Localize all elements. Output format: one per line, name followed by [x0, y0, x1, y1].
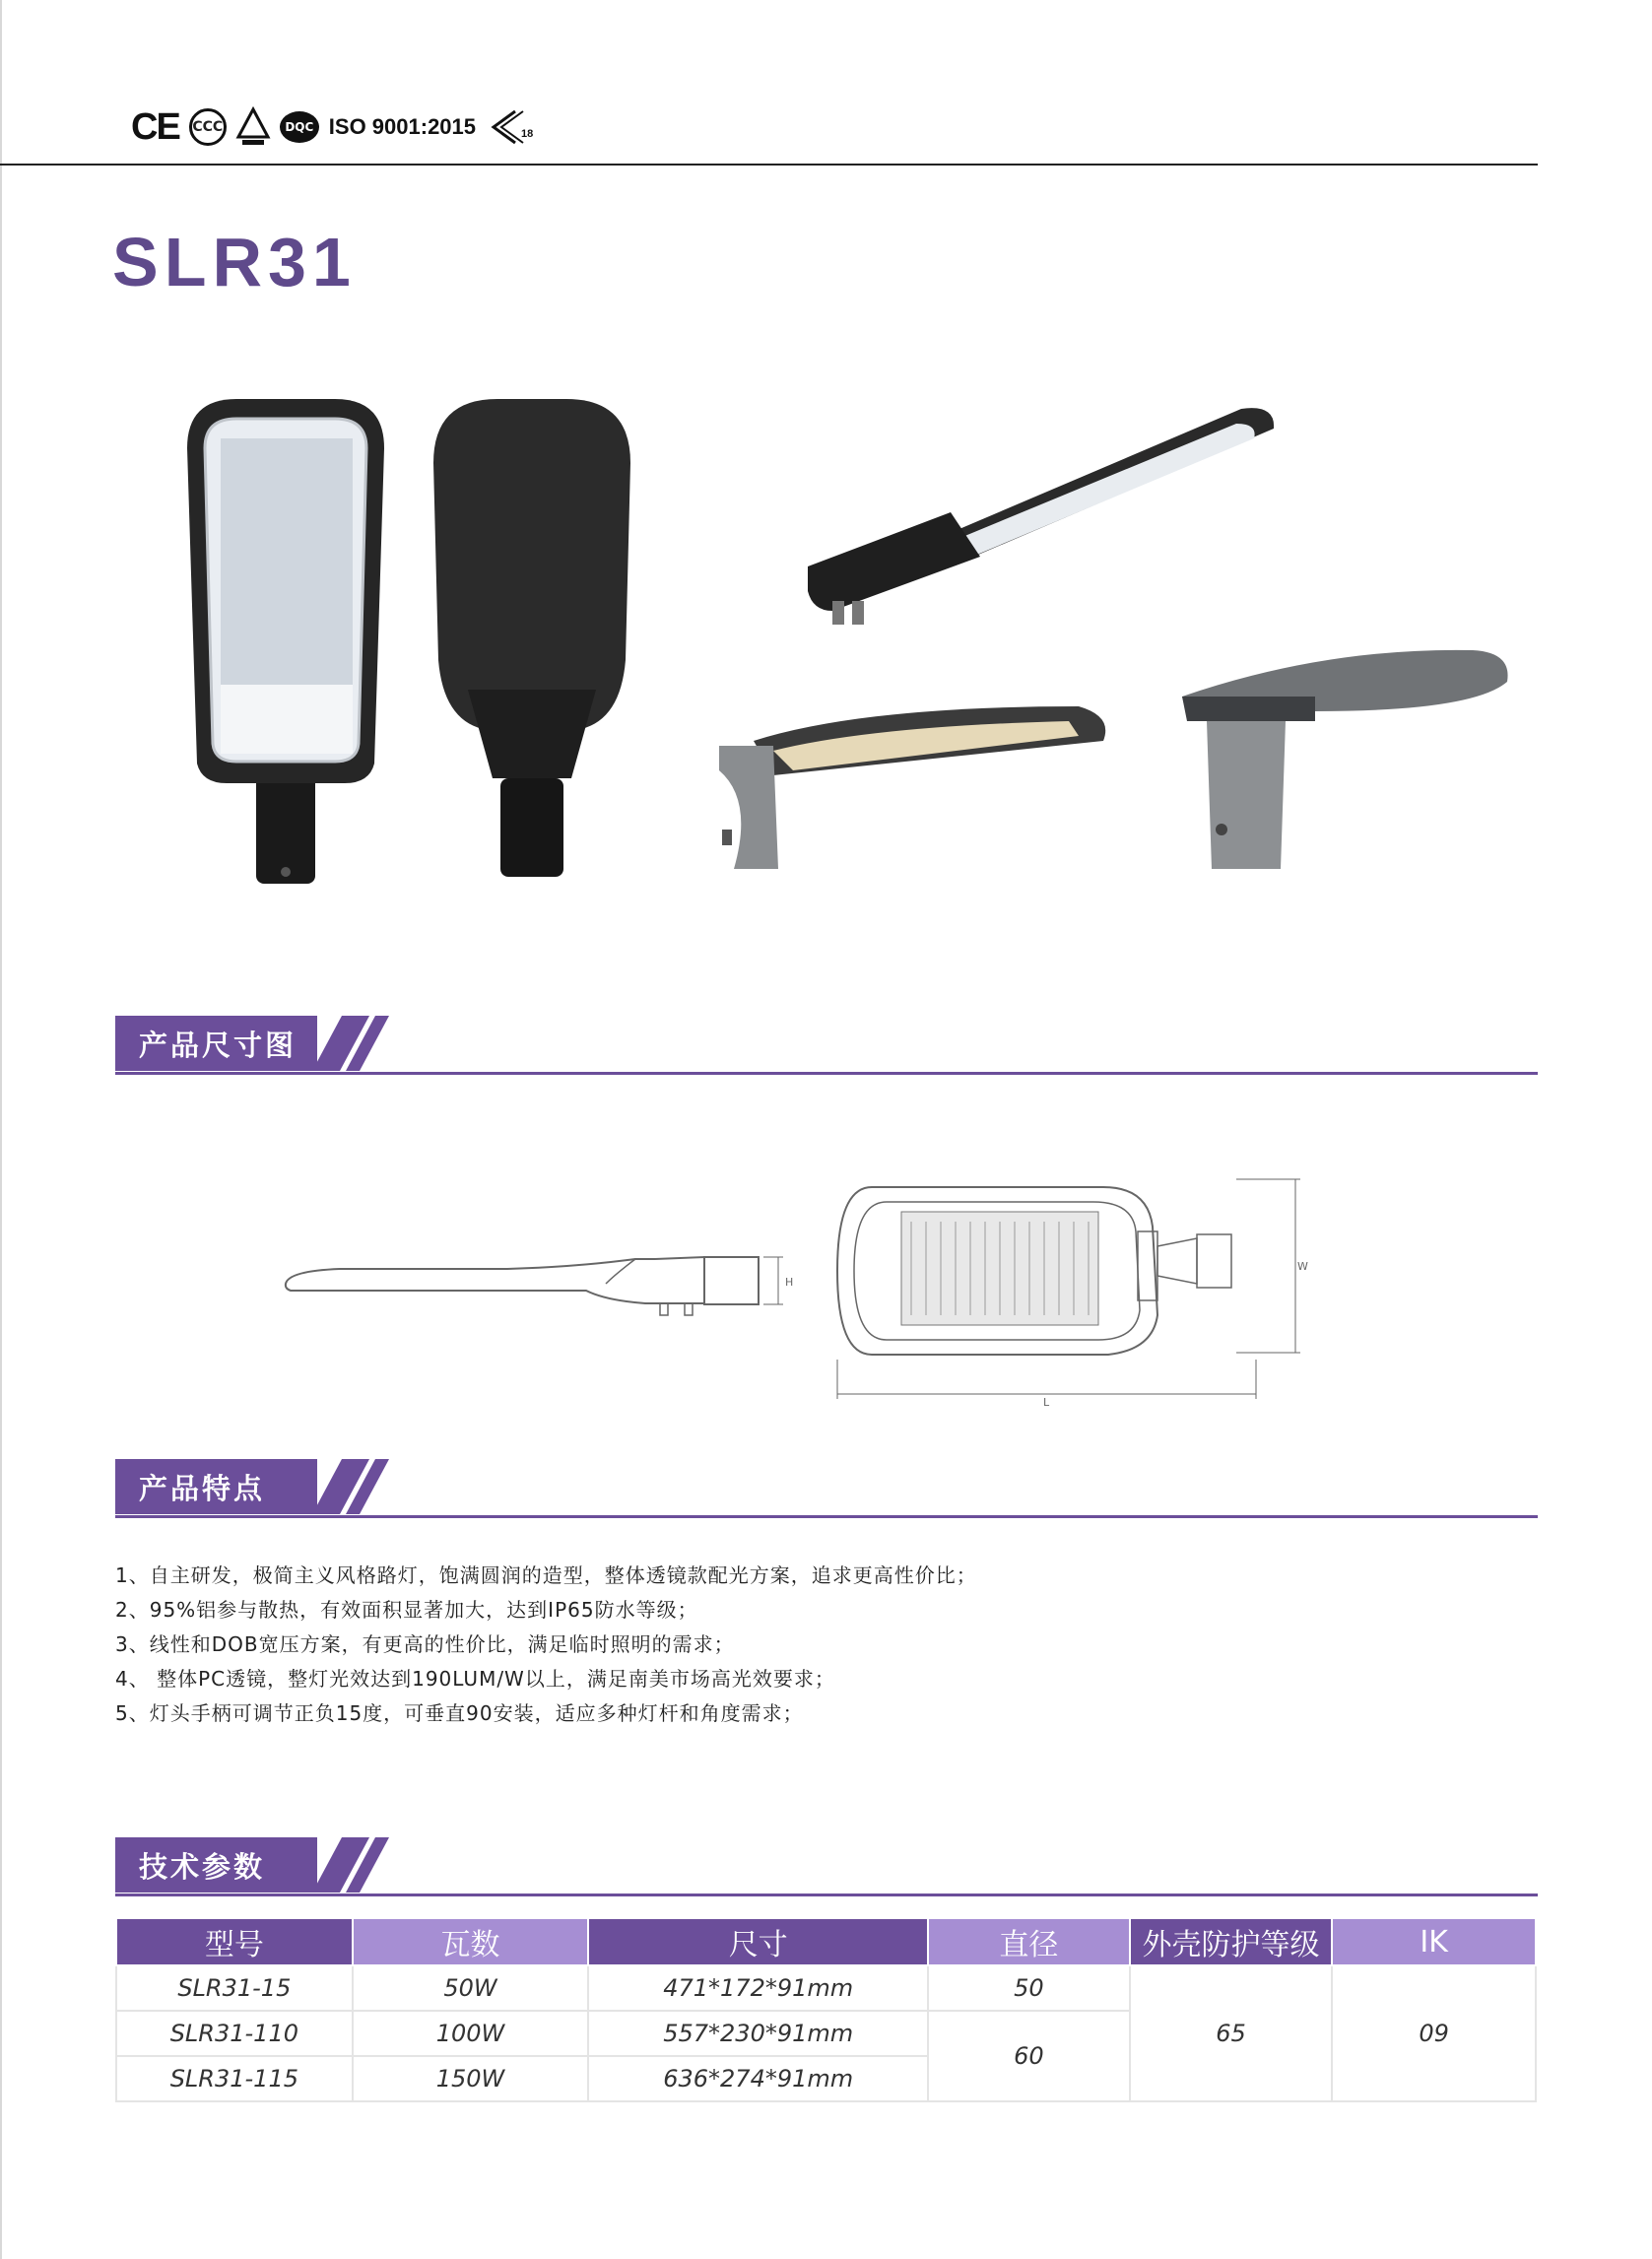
certification-logos [131, 102, 539, 152]
height-label: H [785, 1276, 794, 1289]
header-watts: 瓦数 [353, 1918, 589, 1965]
top-dimension-drawing [832, 1177, 1308, 1409]
slash-decoration [302, 1837, 519, 1894]
header-ip-rating: 外壳防护等级 [1130, 1918, 1333, 1965]
table-row [116, 1965, 1536, 2011]
cell-ip-rating: 65 [1130, 1965, 1333, 2101]
header-size: 尺寸 [588, 1918, 928, 1965]
section-rule [115, 1894, 1538, 1896]
section-dimensions [115, 1016, 1538, 1075]
cell-size: 557*230*91mm [588, 2011, 928, 2056]
section-title: 技术参数 [115, 1837, 317, 1893]
cell-ik: 09 [1332, 1965, 1536, 2101]
feature-item: 4、 整体PC透镜，整灯光效达到190LUM/W以上，满足南美市场高光效要求； [115, 1667, 835, 1691]
header-model: 型号 [116, 1918, 353, 1965]
slash-decoration [302, 1459, 519, 1516]
back-view-photo [424, 394, 640, 882]
cell-model: SLR31-115 [116, 2056, 353, 2101]
section-rule [115, 1515, 1538, 1518]
header-rule [0, 164, 1538, 166]
feature-list [115, 1559, 977, 1731]
cell-diameter: 50 [928, 1965, 1130, 2011]
energy-badge-icon [486, 107, 539, 147]
cell-size: 471*172*91mm [588, 1965, 928, 2011]
cell-diameter: 60 [928, 2011, 1130, 2101]
cell-model: SLR31-15 [116, 1965, 353, 2011]
section-rule [115, 1072, 1538, 1075]
cell-watts: 100W [353, 2011, 589, 2056]
cell-model: SLR31-110 [116, 2011, 353, 2056]
safety-triangle-icon [236, 107, 270, 147]
header-diameter: 直径 [928, 1918, 1130, 1965]
energy-badge-number: 18 [521, 128, 534, 140]
iso-text: ISO 9001:2015 [328, 114, 477, 139]
angled-view-photo [803, 399, 1286, 631]
section-title: 产品尺寸图 [115, 1016, 317, 1071]
dqc-mark: DQC [280, 111, 319, 143]
page-edge [0, 0, 2, 2259]
cell-size: 636*274*91mm [588, 2056, 928, 2101]
section-title: 产品特点 [115, 1459, 317, 1514]
header-ik: IK [1332, 1918, 1536, 1965]
feature-item: 3、线性和DOB宽压方案，有更高的性价比，满足临时照明的需求； [115, 1632, 735, 1656]
feature-item: 2、95%铝参与散热，有效面积显著加大，达到IP65防水等级； [115, 1598, 698, 1622]
feature-item: 1、自主研发，极简主义风格路灯，饱满圆润的造型，整体透镜款配光方案，追求更高性价比； [115, 1563, 977, 1587]
front-view-photo [177, 389, 394, 887]
ccc-mark: CCC [189, 108, 227, 146]
slash-decoration [302, 1016, 519, 1073]
spec-table [115, 1917, 1537, 2102]
width-label: W [1297, 1260, 1308, 1273]
section-specs [115, 1837, 1538, 1896]
feature-item: 5、灯头手柄可调节正负15度，可垂直90安装，适应多种灯杆和角度需求； [115, 1701, 804, 1725]
side-view-photo [714, 701, 1113, 877]
side-dimension-drawing [281, 1229, 803, 1328]
cell-watts: 50W [353, 1965, 589, 2011]
rear-angled-view-photo [1177, 642, 1512, 877]
cell-watts: 150W [353, 2056, 589, 2101]
ce-mark: CE [131, 105, 179, 148]
section-features [115, 1459, 1538, 1518]
table-header-row [116, 1918, 1536, 1965]
model-title: SLR31 [112, 224, 357, 300]
length-label: L [1043, 1396, 1050, 1409]
